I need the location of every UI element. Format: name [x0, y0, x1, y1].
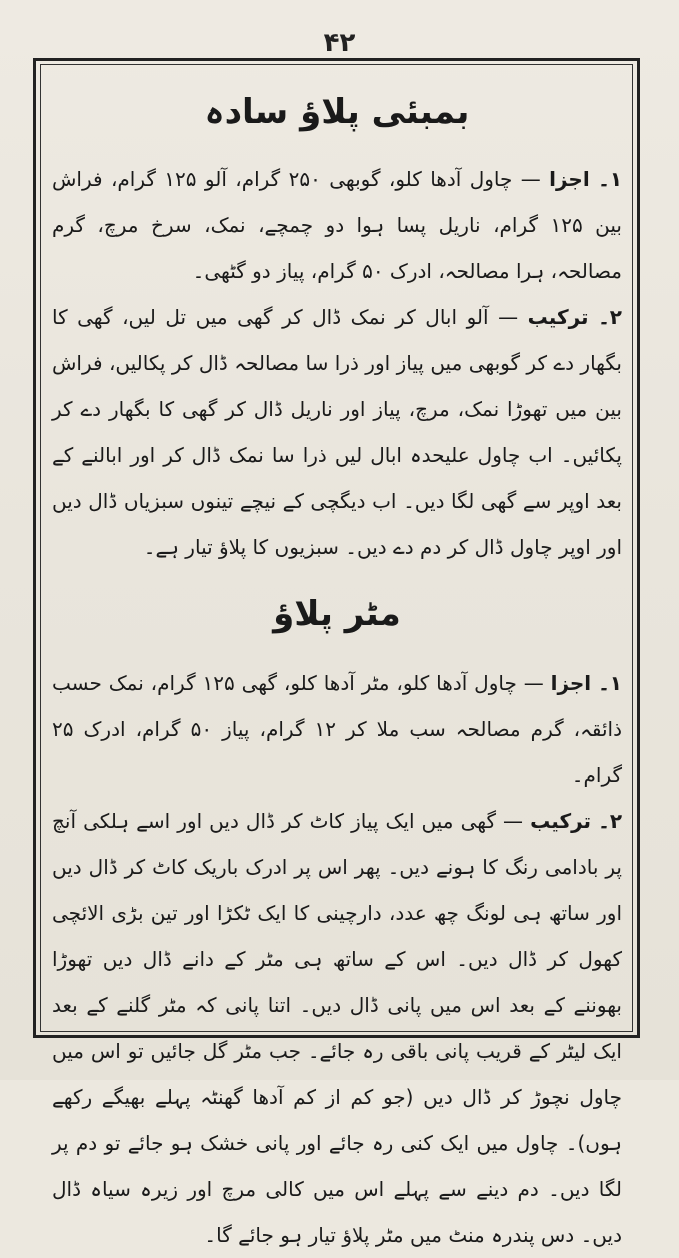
separator: —	[520, 167, 541, 192]
method-label: ترکیب	[527, 305, 589, 330]
ingredients-paragraph	[52, 156, 622, 294]
item-number: ۲۔	[598, 809, 623, 834]
item-number: ۲۔	[598, 305, 623, 330]
ingredients-label: اجزا	[549, 167, 590, 192]
recipe-title-bombay-pulao: بمبئی پلاؤ سادہ	[204, 92, 470, 132]
item-number: ۱۔	[598, 671, 622, 696]
method-paragraph	[52, 294, 622, 570]
page-content	[52, 80, 622, 1258]
method-label: ترکیب	[530, 809, 592, 834]
ingredients-text: چاول آدھا کلو، گوبھی ۲۵۰ گرام، آلو ۱۲۵ گرام، فراش بین ۱۲۵ گرام، ناریل پسا ہوا دو چمچے، نمک، سرخ مرچ، گرم مصالحہ، ہرا مصالحہ، ادرک ۵۰ گرام، پیاز دو گٹھی۔	[52, 167, 623, 284]
method-text: آلو ابال کر نمک ڈال کر گھی میں تل لیں، گھی کا بگھار دے کر گوبھی میں پیاز اور ذرا سا مصالحہ ڈال کر پکالیں، فراش بین میں تھوڑا نمک، مرچ، پیاز اور ناریل ڈال کر گھی کا بگھار دے کر پکائیں۔ اب چاول علیحدہ ابال لیں ذرا سا نمک ڈال کر اور ابالنے کے بعد اوپر سے گھی لگا دیں۔ اب دیگچی کے نیچے تینوں سبزیاں ڈال دیں اور اوپر چاول ڈال کر دم دے دیں۔ سبزیوں کا پلاؤ تیار ہے۔	[52, 305, 622, 560]
page-number: ۴۲	[323, 28, 356, 58]
separator: —	[503, 809, 524, 834]
recipe-title-matar-pulao: مٹر پلاؤ	[273, 594, 401, 635]
item-number: ۱۔	[598, 167, 623, 192]
method-paragraph	[52, 798, 622, 1258]
separator: —	[523, 671, 544, 696]
ingredients-paragraph	[52, 660, 622, 798]
ingredients-label: اجزا	[550, 671, 592, 696]
method-text: گھی میں ایک پیاز کاٹ کر ڈال دیں اور اسے ہلکی آنچ پر بادامی رنگ کا ہونے دیں۔ پھر اس پر ادرک باریک کاٹ کر ڈال دیں اور ساتھ ہی لونگ چھ عدد، دارچینی کا ایک ٹکڑا اور تین بڑی الائچی کھول کر ڈال دیں۔ اس کے ساتھ ہی مٹر کے دانے ڈال دیں تھوڑا بھوننے کے بعد اس میں پانی ڈال دیں۔ اتنا پانی کہ مٹر گلنے کے بعد ایک لیٹر کے قریب پانی باقی رہ جائے۔ جب مٹر گل جائیں تو اس میں چاول نچوڑ کر ڈال دیں (جو کم از کم آدھا گھنٹہ پہلے بھیگے رکھے ہوں)۔ چاول میں ایک کنی رہ جائے اور پانی خشک ہو جائے تو دم پر لگا دیں۔ دم دینے سے پہلے اس میں کالی مرچ اور زیرہ سیاہ ڈال دیں۔ دس پندرہ منٹ میں مٹر پلاؤ تیار ہو جائے گا۔	[52, 809, 622, 1248]
separator: —	[498, 305, 519, 330]
ingredients-text: چاول آدھا کلو، مٹر آدھا کلو، گھی ۱۲۵ گرام، نمک حسب ذائقہ، گرم مصالحہ سب ملا کر ۱۲ گرام، پیاز ۵۰ گرام، ادرک ۲۵ گرام۔	[52, 671, 622, 788]
